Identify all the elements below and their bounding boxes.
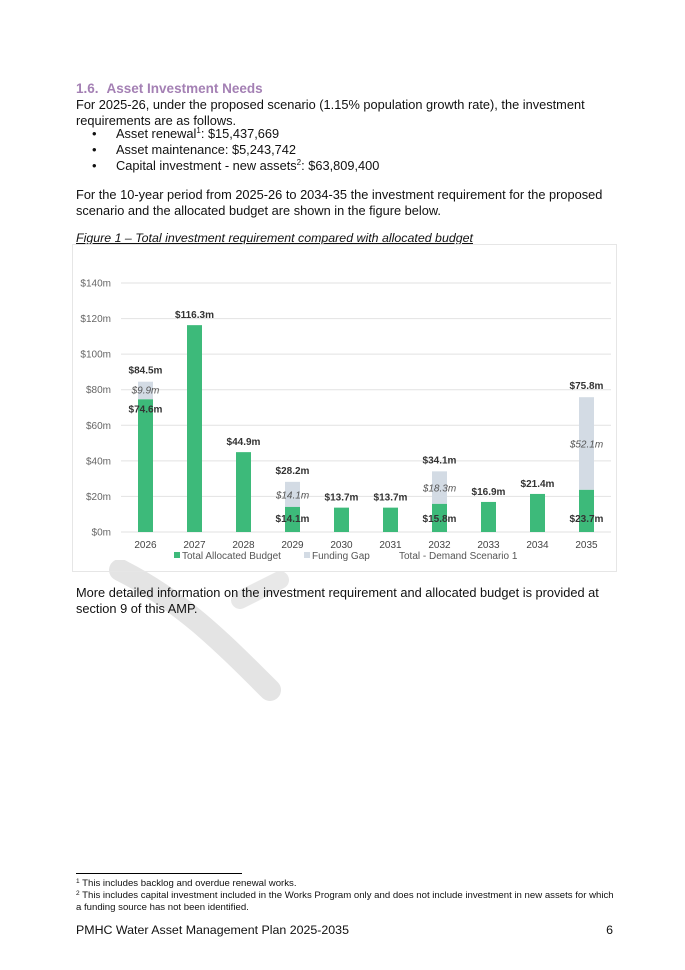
draft-watermark — [100, 560, 400, 710]
data-label-total: $75.8m — [569, 381, 604, 393]
figure-caption: Figure 1 – Total investment requirement compared with allocated budget — [76, 231, 473, 245]
section-heading — [76, 81, 263, 96]
x-tick-label: 2028 — [232, 540, 255, 551]
data-label-total: $84.5m — [128, 365, 163, 377]
bar-allocated-budget — [481, 502, 496, 532]
section-number: 1.6. — [76, 81, 99, 96]
chart-svg — [73, 245, 618, 573]
investment-list — [92, 126, 379, 174]
data-label-allocated: $14.1m — [275, 514, 310, 525]
y-tick-label: $60m — [85, 420, 111, 432]
data-label-gap: $18.3m — [422, 483, 457, 495]
more-info-paragraph: More detailed information on the investment requirement and allocated budget is provided at section 9 of this AMP. — [76, 585, 599, 616]
x-tick-label: 2032 — [428, 540, 451, 551]
section-title: Asset Investment Needs — [106, 81, 263, 96]
x-tick-label: 2034 — [526, 540, 549, 551]
y-tick-label: $140m — [80, 278, 111, 290]
data-label-allocated: $16.9m — [471, 486, 506, 498]
bar-allocated-budget — [236, 452, 251, 532]
y-tick-label: $0m — [91, 527, 111, 539]
y-tick-label: $80m — [85, 385, 111, 397]
bar-allocated-budget — [530, 494, 545, 532]
footnotes — [76, 878, 616, 914]
x-tick-label: 2027 — [183, 540, 206, 551]
bar-allocated-budget — [383, 508, 398, 532]
bar-allocated-budget — [138, 399, 153, 532]
x-tick-label: 2026 — [134, 540, 157, 551]
legend-label-gap: Funding Gap — [312, 551, 370, 562]
legend-swatch-allocated — [174, 552, 180, 558]
footnote-divider — [76, 873, 242, 874]
y-tick-label: $120m — [80, 314, 111, 326]
page-number: 6 — [606, 923, 613, 937]
data-label-gap: $52.1m — [569, 439, 604, 451]
y-tick-label: $40m — [85, 456, 111, 468]
footer-title: PMHC Water Asset Management Plan 2025-2035 — [76, 923, 349, 937]
y-tick-label: $20m — [85, 491, 111, 503]
bar-allocated-budget — [579, 490, 594, 532]
data-label-allocated: $74.6m — [128, 404, 163, 416]
data-label-allocated: $13.7m — [373, 492, 408, 504]
bar-allocated-budget — [187, 325, 202, 532]
x-tick-label: 2033 — [477, 540, 500, 551]
x-tick-label: 2035 — [575, 540, 598, 551]
legend-label-total: Total - Demand Scenario 1 — [399, 551, 518, 562]
data-label-allocated: $21.4m — [520, 478, 555, 490]
y-tick-label: $100m — [80, 349, 111, 361]
x-tick-label: 2029 — [281, 540, 304, 551]
data-label-gap: $9.9m — [131, 385, 160, 397]
data-label-allocated: $116.3m — [175, 310, 214, 322]
list-item-capital: • Capital investment - new assets$^2$: $63,809,400 — [92, 158, 379, 174]
legend-label-allocated: Total Allocated Budget — [182, 551, 281, 562]
footnote-1: $^1$ This includes backlog and overdue renewal works. — [76, 878, 297, 889]
footnote-2: $^2$ This includes capital investment included in the Works Program only and does not include investment in new assets for which a funding source has not been identified. — [76, 890, 614, 913]
data-label-gap: $14.1m — [275, 490, 310, 502]
legend-swatch-gap — [304, 552, 310, 558]
data-label-total: $34.1m — [422, 455, 457, 467]
period-paragraph: For the 10-year period from 2025-26 to 2034-35 the investment requirement for the proposed scenario and the allocated budget are shown in the figure below. — [76, 187, 603, 218]
list-item-renewal: • Asset renewal$^1$: $15,437,669 — [92, 126, 379, 142]
data-label-allocated: $44.9m — [226, 437, 261, 449]
list-item-maintenance: • Asset maintenance: $5,243,742 — [92, 142, 379, 158]
x-tick-label: 2030 — [330, 540, 353, 551]
intro-paragraph: For 2025-26, under the proposed scenario (1.15% population growth rate), the investment requirements are as follows. — [76, 97, 585, 128]
data-label-total: $28.2m — [275, 465, 310, 477]
x-tick-label: 2031 — [379, 540, 402, 551]
data-label-allocated: $23.7m — [569, 514, 604, 525]
bar-allocated-budget — [334, 508, 349, 532]
data-label-allocated: $15.8m — [422, 514, 457, 525]
data-label-allocated: $13.7m — [324, 492, 359, 504]
investment-chart — [72, 244, 617, 572]
